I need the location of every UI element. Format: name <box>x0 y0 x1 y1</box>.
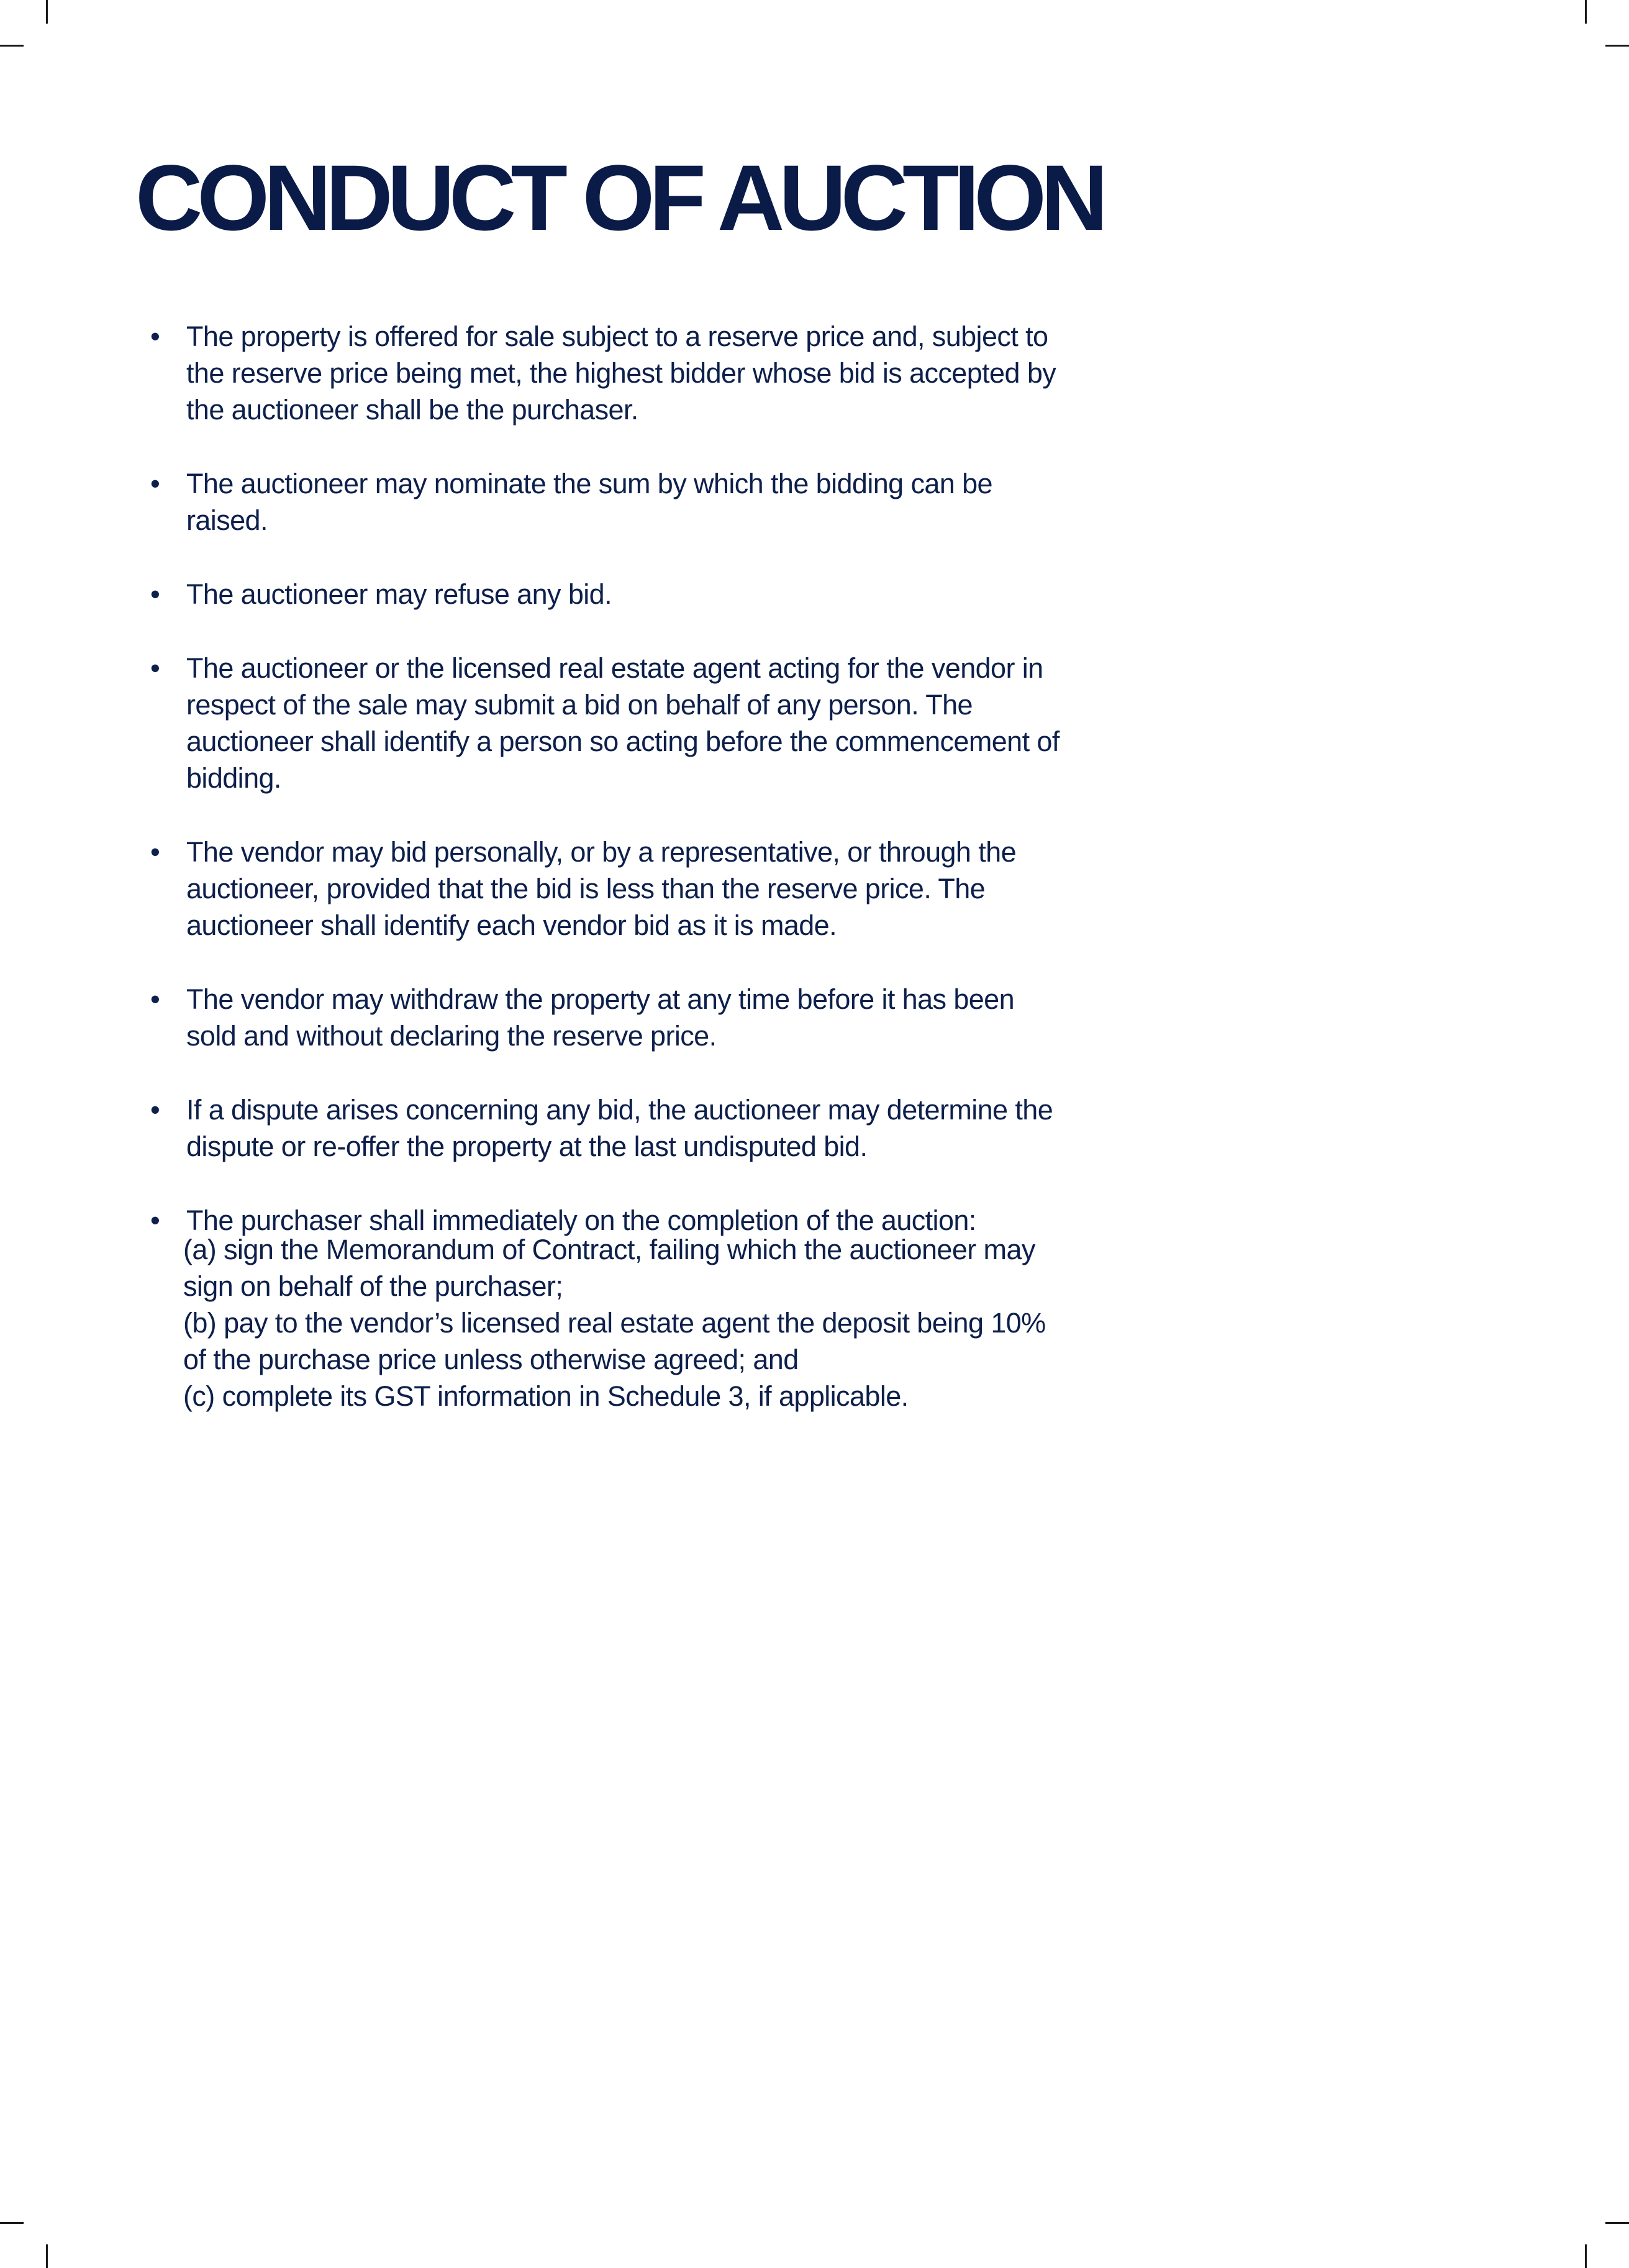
list-item <box>149 981 1068 1054</box>
crop-mark-top-left-horizontal <box>0 45 24 47</box>
bullet-icon: • <box>150 578 160 610</box>
sub-list-item: (b) pay to the vendor’s licensed real estate agent the deposit being 10% of the purchase price unless otherwise agreed; and <box>183 1307 1046 1375</box>
condition-text: The vendor may withdraw the property at any time before it has been sold and without declaring the reserve price. <box>186 983 1015 1052</box>
sub-list-item: (c) complete its GST information in Schedule 3, if applicable. <box>183 1380 909 1412</box>
crop-mark-top-right-vertical <box>1585 0 1587 24</box>
condition-text: The purchaser shall immediately on the completion of the auction: <box>186 1205 976 1236</box>
auction-conditions-list <box>149 318 1068 1452</box>
list-item <box>149 650 1068 796</box>
crop-mark-bottom-left-horizontal <box>0 2222 24 2224</box>
crop-mark-bottom-right-horizontal <box>1605 2222 1629 2224</box>
list-item <box>149 834 1068 944</box>
crop-mark-top-left-vertical <box>46 0 48 24</box>
bullet-icon: • <box>150 1205 160 1236</box>
sub-list-item: (a) sign the Memorandum of Contract, failing which the auctioneer may sign on behalf of the purchaser; <box>183 1234 1035 1302</box>
crop-mark-bottom-left-vertical <box>46 2244 48 2268</box>
bullet-icon: • <box>150 1094 160 1126</box>
crop-mark-top-right-horizontal <box>1605 45 1629 47</box>
list-item <box>149 576 1068 613</box>
bullet-icon: • <box>150 983 160 1015</box>
bullet-icon: • <box>150 468 160 499</box>
page-title: CONDUCT OF AUCTION <box>135 145 1103 250</box>
condition-text: The auctioneer may nominate the sum by which the bidding can be raised. <box>186 468 992 536</box>
condition-text: The vendor may bid personally, or by a representative, or through the auctioneer, provided that the bid is less than the reserve price. The auctioneer shall identify each vendor bid as it is made. <box>186 836 1017 941</box>
purchaser-obligations-list <box>183 1231 1068 1414</box>
condition-text: The auctioneer may refuse any bid. <box>186 578 612 610</box>
list-item <box>149 318 1068 428</box>
condition-text: The property is offered for sale subject to a reserve price and, subject to the reserve price being met, the highest bidder whose bid is accepted by the auctioneer shall be the purchaser. <box>186 321 1056 426</box>
bullet-icon: • <box>150 321 160 352</box>
list-item <box>149 1091 1068 1165</box>
crop-mark-bottom-right-vertical <box>1585 2244 1587 2268</box>
condition-text: The auctioneer or the licensed real estate agent acting for the vendor in respect of the sale may submit a bid on behalf of any person. The auctioneer shall identify a person so acting before the commencement of bidding. <box>186 652 1060 794</box>
bullet-icon: • <box>150 836 160 868</box>
list-item <box>149 465 1068 539</box>
bullet-icon: • <box>150 652 160 684</box>
condition-text: If a dispute arises concerning any bid, the auctioneer may determine the dispute or re-offer the property at the last undisputed bid. <box>186 1094 1053 1162</box>
list-item <box>149 1202 1068 1414</box>
